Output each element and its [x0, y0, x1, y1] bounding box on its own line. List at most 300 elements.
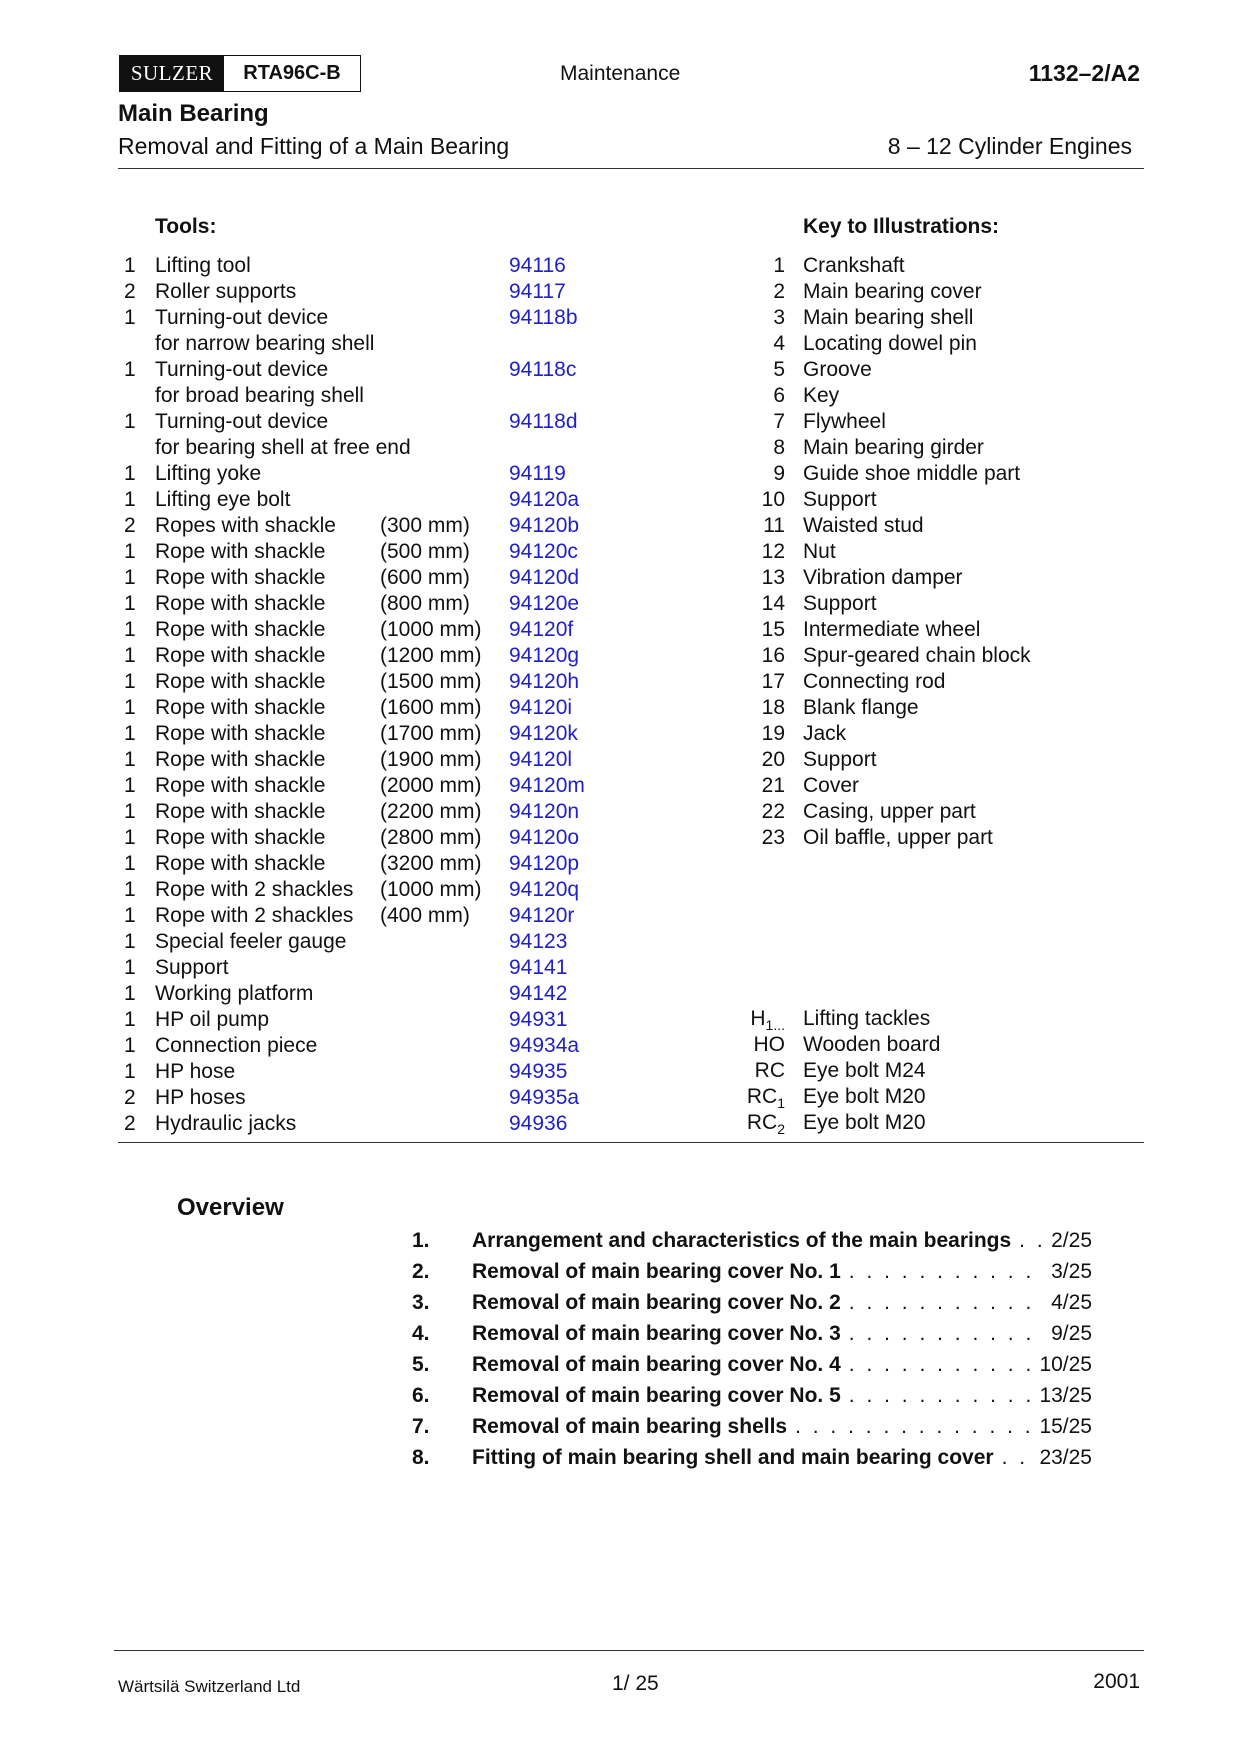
key-description: Support	[803, 488, 877, 511]
abbreviation-description: Eye bolt M20	[803, 1085, 926, 1108]
document-number: 1132–2/A2	[1028, 60, 1140, 86]
key-description: Crankshaft	[803, 254, 905, 277]
key-description: Support	[803, 592, 877, 615]
dot-leader	[849, 1349, 1034, 1380]
tool-name: Connection piece	[155, 1034, 318, 1057]
document-category: Maintenance	[560, 62, 681, 85]
tool-quantity: 1	[124, 462, 136, 485]
overview-page: 15/25	[1039, 1415, 1092, 1438]
abbreviation-row	[740, 1032, 1060, 1058]
key-number: 19	[761, 722, 785, 745]
key-description: Main bearing shell	[803, 306, 974, 329]
key-description: Groove	[803, 358, 872, 381]
tool-row	[118, 929, 638, 955]
tool-quantity: 1	[124, 644, 136, 667]
tool-name: Rope with shackle	[155, 644, 326, 667]
key-number: 9	[773, 462, 785, 485]
overview-item	[412, 1287, 1092, 1318]
tool-row	[118, 721, 638, 747]
abbreviation-description: Eye bolt M20	[803, 1111, 926, 1134]
tool-name: for narrow bearing shell	[155, 332, 375, 355]
tool-size: (1700 mm)	[380, 722, 482, 745]
overview-entry	[472, 1287, 1092, 1318]
tool-quantity: 2	[124, 1086, 136, 1109]
key-number: 16	[761, 644, 785, 667]
tool-code: 94118b	[509, 306, 578, 329]
overview-page: 4/25	[1051, 1291, 1092, 1314]
tool-row	[118, 461, 638, 487]
overview-entry	[472, 1225, 1092, 1256]
key-number: 14	[761, 592, 785, 615]
key-number: 8	[773, 436, 785, 459]
tool-quantity: 1	[124, 306, 136, 329]
abbreviation-letters: RC	[746, 1085, 778, 1108]
key-row	[740, 591, 1060, 617]
key-number: 13	[761, 566, 785, 589]
tool-quantity: 1	[124, 748, 136, 771]
tool-row	[118, 877, 638, 903]
tool-code: 94120r	[509, 904, 575, 927]
tool-quantity: 2	[124, 514, 136, 537]
overview-page: 23/25	[1039, 1446, 1092, 1469]
tool-name: Rope with 2 shackles	[155, 904, 354, 927]
tool-code: 94118d	[509, 410, 578, 433]
key-row	[740, 773, 1060, 799]
overview-number: 7.	[412, 1415, 430, 1438]
overview-page: 2/25	[1051, 1229, 1092, 1252]
overview-item	[412, 1318, 1092, 1349]
tool-name: Hydraulic jacks	[155, 1112, 297, 1135]
tool-code: 94936	[509, 1112, 568, 1135]
engine-model: RTA96C-B	[224, 56, 360, 91]
tool-size: (2000 mm)	[380, 774, 482, 797]
tool-row	[118, 253, 638, 279]
section-subtitle: Removal and Fitting of a Main Bearing	[118, 133, 510, 159]
tool-quantity: 1	[124, 722, 136, 745]
overview-title: Removal of main bearing cover No. 2	[472, 1291, 841, 1314]
key-number: 12	[761, 540, 785, 563]
tool-quantity: 1	[124, 696, 136, 719]
overview-item	[412, 1225, 1092, 1256]
abbreviation-subscript: 2	[777, 1121, 785, 1138]
tool-size: (600 mm)	[380, 566, 470, 589]
tool-code: 94120b	[509, 514, 580, 537]
overview-item	[412, 1349, 1092, 1380]
tool-row	[118, 513, 638, 539]
tool-size: (1900 mm)	[380, 748, 482, 771]
tool-row	[118, 1085, 638, 1111]
key-row	[740, 747, 1060, 773]
key-list	[740, 253, 1060, 851]
tool-row	[118, 279, 638, 305]
abbreviation-code	[750, 1006, 785, 1032]
key-row	[740, 357, 1060, 383]
tool-name: Rope with shackle	[155, 774, 326, 797]
engine-range: 8 – 12 Cylinder Engines	[887, 133, 1132, 159]
abbreviation-description: Wooden board	[803, 1033, 941, 1056]
key-number: 20	[761, 748, 785, 771]
overview-entry	[472, 1442, 1092, 1473]
key-description: Flywheel	[803, 410, 886, 433]
tool-code: 94935	[509, 1060, 568, 1083]
tool-code: 94120m	[509, 774, 585, 797]
tool-row	[118, 981, 638, 1007]
key-row	[740, 513, 1060, 539]
abbreviation-code	[747, 1110, 785, 1136]
abbreviation-row	[740, 1006, 1060, 1032]
tool-row	[118, 357, 638, 383]
overview-number: 8.	[412, 1446, 430, 1469]
footer-page-number: 1/ 25	[612, 1672, 659, 1695]
tool-row	[118, 565, 638, 591]
overview-number: 2.	[412, 1260, 430, 1283]
tool-name: Rope with shackle	[155, 670, 326, 693]
tool-code: 94118c	[509, 358, 577, 381]
tool-quantity: 1	[124, 592, 136, 615]
tool-code: 94117	[509, 280, 566, 303]
overview-list	[412, 1225, 1092, 1473]
key-row	[740, 565, 1060, 591]
tool-size: (2200 mm)	[380, 800, 482, 823]
tool-name: Support	[155, 956, 229, 979]
footer-year: 2001	[1093, 1670, 1140, 1693]
tool-row	[118, 305, 638, 331]
tool-row	[118, 1033, 638, 1059]
tool-name: Turning-out device	[155, 358, 329, 381]
tool-code: 94120f	[509, 618, 574, 641]
tool-quantity: 1	[124, 774, 136, 797]
tool-code: 94120h	[509, 670, 580, 693]
overview-title: Removal of main bearing cover No. 5	[472, 1384, 841, 1407]
overview-page: 9/25	[1051, 1322, 1092, 1345]
tool-code: 94120d	[509, 566, 580, 589]
tool-quantity: 1	[124, 1034, 136, 1057]
key-description: Nut	[803, 540, 836, 563]
overview-title: Fitting of main bearing shell and main bearing cover	[472, 1446, 994, 1469]
overview-number: 5.	[412, 1353, 430, 1376]
dot-leader	[849, 1287, 1045, 1318]
abbreviation-subscript: 1...	[765, 1017, 785, 1034]
abbreviation-row	[740, 1084, 1060, 1110]
key-description: Key	[803, 384, 840, 407]
tool-name: Rope with shackle	[155, 722, 326, 745]
tool-code: 94141	[509, 956, 568, 979]
abbreviation-letters: RC	[746, 1111, 778, 1134]
abbreviation-code	[747, 1084, 785, 1110]
tool-row	[118, 773, 638, 799]
key-row	[740, 695, 1060, 721]
tool-name: for broad bearing shell	[155, 384, 364, 407]
tool-name: Rope with shackle	[155, 566, 326, 589]
key-description: Guide shoe middle part	[803, 462, 1021, 485]
key-row	[740, 279, 1060, 305]
abbreviation-letters: H	[750, 1007, 766, 1030]
key-row	[740, 825, 1060, 851]
abbreviation-description: Lifting tackles	[803, 1007, 931, 1030]
key-row	[740, 487, 1060, 513]
tool-size: (1500 mm)	[380, 670, 482, 693]
dot-leader	[1019, 1225, 1045, 1256]
key-number: 6	[773, 384, 785, 407]
tool-row	[118, 643, 638, 669]
key-number: 4	[773, 332, 785, 355]
key-description: Main bearing girder	[803, 436, 984, 459]
overview-page: 10/25	[1039, 1353, 1092, 1376]
tool-code: 94120g	[509, 644, 580, 667]
tool-row	[118, 591, 638, 617]
tool-quantity: 1	[124, 1008, 136, 1031]
overview-title: Arrangement and characteristics of the main bearings	[472, 1229, 1012, 1252]
key-row	[740, 617, 1060, 643]
tool-quantity: 1	[124, 878, 136, 901]
tool-row	[118, 617, 638, 643]
dot-leader	[849, 1256, 1045, 1287]
tool-code: 94120c	[509, 540, 578, 563]
key-number: 21	[761, 774, 785, 797]
tool-name: Lifting yoke	[155, 462, 262, 485]
overview-item	[412, 1411, 1092, 1442]
tool-row	[118, 331, 638, 357]
key-description: Oil baffle, upper part	[803, 826, 993, 849]
overview-number: 4.	[412, 1322, 430, 1345]
overview-number: 6.	[412, 1384, 430, 1407]
key-number: 3	[773, 306, 785, 329]
key-row	[740, 539, 1060, 565]
key-number: 10	[761, 488, 785, 511]
dot-leader	[795, 1411, 1033, 1442]
key-number: 23	[761, 826, 785, 849]
tool-size: (1000 mm)	[380, 618, 482, 641]
overview-number: 1.	[412, 1229, 430, 1252]
tool-row	[118, 383, 638, 409]
key-row	[740, 305, 1060, 331]
tool-size: (1200 mm)	[380, 644, 482, 667]
key-number: 2	[773, 280, 785, 303]
key-description: Main bearing cover	[803, 280, 982, 303]
tool-code: 94120e	[509, 592, 580, 615]
tool-row	[118, 851, 638, 877]
tool-size: (400 mm)	[380, 904, 470, 927]
tool-name: Rope with shackle	[155, 696, 326, 719]
key-row	[740, 253, 1060, 279]
overview-entry	[472, 1411, 1092, 1442]
tool-quantity: 1	[124, 566, 136, 589]
tool-row	[118, 487, 638, 513]
key-number: 22	[761, 800, 785, 823]
tool-row	[118, 1007, 638, 1033]
tool-name: Rope with shackle	[155, 618, 326, 641]
tool-code: 94120o	[509, 826, 580, 849]
key-heading: Key to Illustrations:	[803, 215, 1000, 238]
key-description: Support	[803, 748, 877, 771]
tool-size: (800 mm)	[380, 592, 470, 615]
tool-row	[118, 825, 638, 851]
tool-size: (1600 mm)	[380, 696, 482, 719]
dot-leader	[849, 1380, 1034, 1411]
tool-code: 94123	[509, 930, 568, 953]
tool-code: 94934a	[509, 1034, 580, 1057]
tool-name: Working platform	[155, 982, 314, 1005]
key-description: Jack	[803, 722, 847, 745]
tools-list	[118, 253, 638, 1137]
tool-quantity: 1	[124, 254, 136, 277]
tool-row	[118, 799, 638, 825]
tool-name: Rope with shackle	[155, 540, 326, 563]
key-description: Waisted stud	[803, 514, 924, 537]
abbreviation-code	[754, 1032, 786, 1058]
key-description: Vibration damper	[803, 566, 963, 589]
section-title: Main Bearing	[118, 100, 269, 127]
tool-quantity: 1	[124, 826, 136, 849]
tool-quantity: 1	[124, 852, 136, 875]
tool-quantity: 2	[124, 1112, 136, 1135]
brand-logo-box	[119, 55, 361, 92]
footer-company: Wärtsilä Switzerland Ltd	[118, 1677, 301, 1696]
sulzer-logo: SULZER	[120, 56, 224, 91]
tools-heading: Tools:	[155, 215, 217, 238]
overview-item	[412, 1256, 1092, 1287]
overview-page: 3/25	[1051, 1260, 1092, 1283]
tool-code: 94120n	[509, 800, 580, 823]
key-row	[740, 435, 1060, 461]
tool-code: 94120q	[509, 878, 580, 901]
overview-title: Removal of main bearing cover No. 1	[472, 1260, 841, 1283]
tool-code: 94120l	[509, 748, 573, 771]
tool-quantity: 1	[124, 1060, 136, 1083]
key-description: Intermediate wheel	[803, 618, 981, 641]
tool-name: Ropes with shackle	[155, 514, 336, 537]
tool-name: Special feeler gauge	[155, 930, 347, 953]
overview-title: Removal of main bearing cover No. 4	[472, 1353, 841, 1376]
key-number: 17	[761, 670, 785, 693]
abbreviation-letters: HO	[753, 1033, 785, 1056]
key-number: 18	[761, 696, 785, 719]
tool-name: HP hose	[155, 1060, 236, 1083]
tool-row	[118, 409, 638, 435]
tool-name: Lifting tool	[155, 254, 251, 277]
tool-quantity: 1	[124, 956, 136, 979]
tool-code: 94120p	[509, 852, 580, 875]
key-description: Spur-geared chain block	[803, 644, 1031, 667]
tool-row	[118, 695, 638, 721]
tool-row	[118, 539, 638, 565]
tool-code: 94120i	[509, 696, 573, 719]
abbreviation-row	[740, 1058, 1060, 1084]
abbreviation-description: Eye bolt M24	[803, 1059, 926, 1082]
tool-name: for bearing shell at free end	[155, 436, 411, 459]
overview-title: Removal of main bearing shells	[472, 1415, 788, 1438]
key-row	[740, 409, 1060, 435]
tool-quantity: 1	[124, 618, 136, 641]
key-row	[740, 643, 1060, 669]
tool-name: Rope with shackle	[155, 852, 326, 875]
key-number: 1	[773, 254, 785, 277]
tool-code: 94142	[509, 982, 568, 1005]
tools-divider	[118, 1142, 1144, 1143]
key-number: 15	[761, 618, 785, 641]
key-description: Cover	[803, 774, 860, 797]
overview-item	[412, 1380, 1092, 1411]
tool-code: 94119	[509, 462, 566, 485]
key-description: Connecting rod	[803, 670, 946, 693]
dot-leader	[849, 1318, 1045, 1349]
key-description: Locating dowel pin	[803, 332, 977, 355]
overview-entry	[472, 1256, 1092, 1287]
overview-item	[412, 1442, 1092, 1473]
footer-divider	[114, 1650, 1144, 1651]
tool-size: (300 mm)	[380, 514, 470, 537]
tool-quantity: 2	[124, 280, 136, 303]
tool-size: (2800 mm)	[380, 826, 482, 849]
abbreviation-letters: RC	[754, 1059, 785, 1082]
header-divider	[118, 168, 1144, 169]
tool-row	[118, 1111, 638, 1137]
tool-quantity: 1	[124, 904, 136, 927]
tool-quantity: 1	[124, 540, 136, 563]
tool-name: Roller supports	[155, 280, 297, 303]
tool-code: 94116	[509, 254, 566, 277]
overview-page: 13/25	[1039, 1384, 1092, 1407]
tool-size: (3200 mm)	[380, 852, 482, 875]
key-number: 11	[763, 514, 785, 537]
tool-row	[118, 747, 638, 773]
tool-size: (1000 mm)	[380, 878, 482, 901]
tool-code: 94931	[509, 1008, 568, 1031]
tool-row	[118, 903, 638, 929]
abbreviation-list	[740, 1006, 1060, 1136]
tool-name: Turning-out device	[155, 410, 329, 433]
tool-size: (500 mm)	[380, 540, 470, 563]
tool-quantity: 1	[124, 358, 136, 381]
tool-row	[118, 955, 638, 981]
tool-name: Turning-out device	[155, 306, 329, 329]
overview-title: Removal of main bearing cover No. 3	[472, 1322, 841, 1345]
tool-quantity: 1	[124, 670, 136, 693]
key-description: Blank flange	[803, 696, 919, 719]
tool-code: 94935a	[509, 1086, 580, 1109]
tool-quantity: 1	[124, 930, 136, 953]
tool-name: Rope with shackle	[155, 800, 326, 823]
tool-name: Rope with shackle	[155, 748, 326, 771]
key-number: 5	[773, 358, 785, 381]
tool-quantity: 1	[124, 982, 136, 1005]
key-row	[740, 721, 1060, 747]
tool-name: Lifting eye bolt	[155, 488, 291, 511]
tool-name: HP hoses	[155, 1086, 246, 1109]
tool-code: 94120k	[509, 722, 578, 745]
key-row	[740, 461, 1060, 487]
key-number: 7	[773, 410, 785, 433]
overview-entry	[472, 1318, 1092, 1349]
abbreviation-row	[740, 1110, 1060, 1136]
tool-name: Rope with shackle	[155, 826, 326, 849]
tool-name: HP oil pump	[155, 1008, 270, 1031]
tool-quantity: 1	[124, 800, 136, 823]
overview-heading: Overview	[177, 1194, 284, 1221]
overview-entry	[472, 1349, 1092, 1380]
tool-row	[118, 1059, 638, 1085]
tool-quantity: 1	[124, 410, 136, 433]
tool-quantity: 1	[124, 488, 136, 511]
abbreviation-code	[755, 1058, 785, 1084]
overview-number: 3.	[412, 1291, 430, 1314]
tool-code: 94120a	[509, 488, 580, 511]
key-description: Casing, upper part	[803, 800, 976, 823]
key-row	[740, 383, 1060, 409]
tool-row	[118, 669, 638, 695]
key-row	[740, 669, 1060, 695]
key-row	[740, 331, 1060, 357]
